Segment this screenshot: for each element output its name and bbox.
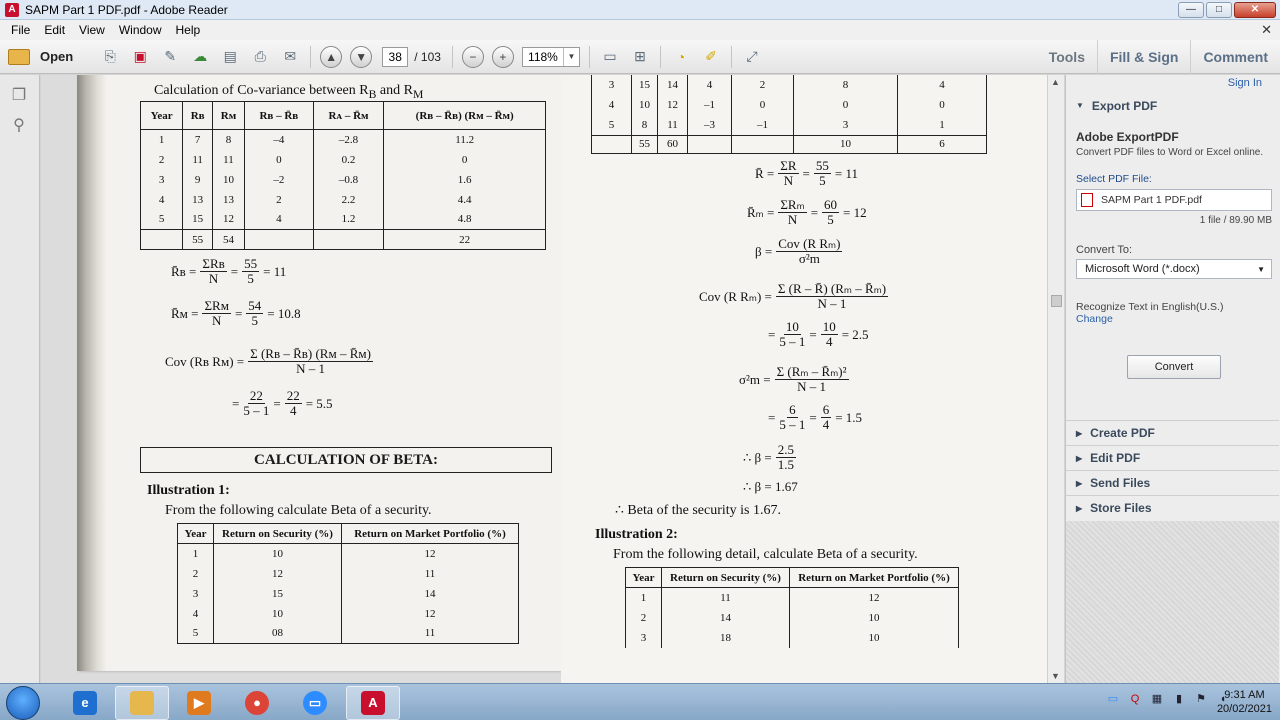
zoom-tray-icon[interactable]: ▭ [1107, 693, 1119, 705]
clock[interactable] [1217, 688, 1272, 716]
triangle-right-icon: ▶ [1076, 453, 1083, 463]
toolbar [0, 40, 1280, 74]
covariance-result: = $\frac{22}{5 - 1}$ = $\frac{22}{4}$ = 5.5 [232, 388, 333, 418]
th-rm: Rᴍ [212, 102, 244, 130]
zoom-out-button[interactable]: − [462, 46, 484, 68]
tools-link[interactable]: Tools [1048, 49, 1085, 65]
scroll-up-icon[interactable]: ▲ [1051, 77, 1060, 87]
menu-view[interactable]: View [79, 23, 105, 37]
covariance-result-2: = $\frac{10}{5 - 1}$ = $\frac{10}{4}$ = 2.5 [768, 319, 869, 349]
page-total: / 103 [414, 49, 441, 64]
illustration-2-title: Illustration 2: [595, 527, 678, 542]
table-row: 5 8 11 –3 –1 3 1 [592, 115, 987, 135]
table-row: 3 18 10 [626, 628, 959, 648]
beta-calc: ∴ β = $\frac{2.5}{1.5}$ [743, 442, 794, 472]
convert-to-label: Convert To: [1076, 244, 1133, 256]
zoom-value: 118% [528, 49, 558, 64]
scroll-thumb[interactable] [1051, 295, 1062, 307]
recognize-text: Recognize Text in English(U.S.) [1076, 301, 1224, 313]
page-number-input[interactable]: 38 [382, 47, 408, 67]
clock-time: 9:31 AM [1224, 689, 1265, 701]
th-rb-dev: Rʙ – R̄ʙ [245, 102, 314, 130]
variance-formula: σ²m = $\frac{\text{Σ (Rₘ – R̄ₘ)²}}{N - 1}$ [739, 364, 847, 394]
open-label: Open [40, 49, 74, 64]
illustration-1-text: From the following calculate Beta of a security. [165, 503, 432, 518]
export-title: Adobe ExportPDF [1076, 130, 1179, 144]
email-icon[interactable]: ✉ [284, 48, 297, 64]
mean-rm-equation: R̄ᴍ = $\frac{\text{ΣRᴍ}}{N}$ = $\frac{54}{5}$ = 10.8 [171, 298, 301, 328]
mean-rb-equation: R̄ʙ = $\frac{\text{ΣRʙ}}{N}$ = $\frac{55}{5}$ = 11 [171, 256, 287, 286]
signal-icon[interactable]: ▮ [1175, 693, 1183, 705]
media-player-icon[interactable]: ▶ [172, 686, 226, 720]
file-explorer-icon[interactable] [115, 686, 169, 720]
open-button[interactable] [8, 49, 73, 65]
pages-icon[interactable]: ❐ [11, 87, 27, 104]
title-bar [0, 0, 1280, 20]
table-row: 5 08 11 [178, 624, 519, 644]
minimize-button[interactable]: — [1178, 2, 1204, 18]
table-row: 2 11 11 0 0.2 0 [141, 150, 546, 170]
selected-file[interactable]: SAPM Part 1 PDF.pdf [1076, 189, 1272, 211]
chrome-icon[interactable]: ● [230, 686, 284, 720]
system-tray [1106, 692, 1230, 706]
triangle-right-icon: ▶ [1076, 428, 1083, 438]
covariance-table [140, 101, 546, 250]
beta-conclusion: ∴ Beta of the security is 1.67. [615, 503, 781, 518]
section-title: CALCULATION OF BETA: [140, 447, 552, 473]
illustration-1-title: Illustration 1: [147, 483, 230, 498]
page-left [77, 75, 561, 671]
table-row: 1 10 12 [178, 544, 519, 564]
taskbar [0, 683, 1280, 720]
clock-date: 20/02/2021 [1216, 703, 1272, 715]
table-row: 4 10 12 [178, 604, 519, 624]
fill-sign-link[interactable]: Fill & Sign [1097, 40, 1190, 74]
table-row: 4 10 12 –1 0 0 0 [592, 95, 987, 115]
pdf-create-icon[interactable]: ▣ [133, 48, 147, 64]
zoom-in-button[interactable]: + [492, 46, 514, 68]
internet-explorer-icon[interactable]: e [58, 686, 112, 720]
chevron-down-icon: ▼ [1257, 264, 1265, 274]
antivirus-icon[interactable]: Q [1130, 693, 1140, 705]
menu-window[interactable]: Window [118, 23, 162, 37]
menu-help[interactable]: Help [175, 23, 201, 37]
create-pdf-header[interactable]: ▶ Create PDF [1066, 420, 1279, 445]
edit-icon[interactable]: ✎ [164, 48, 177, 64]
pdf-icon: A [5, 3, 19, 17]
tools-pane [1065, 75, 1280, 683]
export-pdf-header[interactable]: ▼ Export PDF [1076, 98, 1158, 113]
scroll-down-icon[interactable]: ▼ [1051, 671, 1060, 681]
navigation-pane [0, 75, 40, 683]
mean-r-equation: R̄ = $\frac{\Sigma R}{N}$ = $\frac{55}{5}$ = 11 [755, 158, 858, 188]
continued-table [591, 75, 987, 154]
sign-in-link[interactable]: Sign In [1227, 77, 1262, 89]
table-row: 3 15 14 4 2 8 4 [592, 75, 987, 95]
totals-row: 55 54 22 [141, 230, 546, 250]
triangle-down-icon: ▼ [1076, 101, 1084, 110]
maximize-button[interactable]: □ [1206, 2, 1232, 18]
document-view[interactable] [41, 75, 1047, 683]
zoom-select[interactable] [522, 47, 580, 67]
triangle-right-icon: ▶ [1076, 478, 1083, 488]
send-files-header[interactable]: ▶ Send Files [1066, 470, 1279, 495]
window-title: SAPM Part 1 PDF.pdf - Adobe Reader [25, 2, 228, 17]
beta-result: ∴ β = 1.67 [743, 479, 798, 494]
illustration-1-table: Year Return on Security (%) Return on Market Portfolio (%) 1 10 12 2 12 11 3 15 14 4 10 12 5 08 11 [177, 523, 519, 644]
network-icon[interactable]: ▦ [1151, 693, 1163, 705]
select-file-label: Select PDF File: [1076, 173, 1152, 185]
page-right [561, 75, 1047, 683]
menu-bar [0, 20, 1280, 40]
cov-title: Calculation of Co-variance between $R_B$ and $R_M$ [154, 83, 424, 101]
page-spine-shadow [77, 75, 107, 671]
table-row: 2 14 10 [626, 608, 959, 628]
triangle-right-icon: ▶ [1076, 503, 1083, 513]
previous-page-button[interactable]: ▲ [320, 46, 342, 68]
edit-pdf-header[interactable]: ▶ Edit PDF [1066, 445, 1279, 470]
save-icon[interactable]: ▤ [223, 48, 237, 64]
fit-page-icon[interactable]: ▭ [603, 48, 617, 64]
document-close-icon[interactable]: ✕ [1261, 22, 1272, 37]
print-icon[interactable]: ⎙ [254, 48, 266, 64]
convert-button[interactable]: Convert [1127, 355, 1221, 379]
table-row: 4 13 13 2 2.2 4.4 [141, 190, 546, 210]
table-row: 1 7 8 –4 –2.8 11.2 [141, 130, 546, 150]
menu-file[interactable]: File [11, 23, 31, 37]
table-row: 2 12 11 [178, 564, 519, 584]
highlight-icon[interactable]: ✐ [705, 48, 717, 64]
covariance-formula-2: Cov (R Rₘ) = $\frac{\text{Σ (R – R̄) (Rₘ – R̄ₘ)}}{N - 1}$ [699, 281, 887, 311]
vertical-scrollbar[interactable] [1047, 75, 1064, 683]
table-row: 3 15 14 [178, 584, 519, 604]
attachment-icon[interactable]: ⚲ [13, 117, 25, 134]
fit-width-icon[interactable]: ⊞ [634, 48, 646, 64]
illustration-2-table: Year Return on Security (%) Return on Market Portfolio (%) 1 11 12 2 14 10 3 18 10 [625, 567, 959, 648]
pdf-file-icon [1081, 193, 1093, 207]
expand-icon[interactable]: ⤢ [746, 48, 758, 64]
upload-icon[interactable]: ☁ [193, 48, 208, 64]
export-description: Convert PDF files to Word or Excel online. [1076, 147, 1264, 158]
th-year: Year [141, 102, 183, 130]
th-ra-dev: Rᴀ – R̄ᴍ [313, 102, 384, 130]
comment-bubble-icon[interactable]: ◔ [676, 48, 686, 65]
mean-rm-equation: R̄ₘ = $\frac{\text{ΣRₘ}}{N}$ = $\frac{60}{5}$ = 12 [747, 197, 867, 227]
folder-icon [8, 49, 30, 65]
totals-row: 55 60 10 6 [592, 135, 987, 153]
next-page-button[interactable]: ▼ [350, 46, 372, 68]
start-button[interactable] [6, 686, 40, 720]
create-icon[interactable]: ⎘ [104, 48, 116, 64]
th-product: (Rʙ – R̄ʙ) (Rᴍ – R̄ᴍ) [384, 102, 546, 130]
convert-to-select[interactable]: Microsoft Word (*.docx) ▼ [1076, 259, 1272, 279]
store-files-header[interactable]: ▶ Store Files [1066, 495, 1279, 520]
menu-edit[interactable]: Edit [44, 23, 66, 37]
zoom-app-icon[interactable]: ▭ [288, 686, 342, 720]
illustration-2-text: From the following detail, calculate Beta of a security. [613, 547, 918, 562]
panel-empty-area [1066, 521, 1279, 683]
file-info: 1 file / 89.90 MB [1199, 215, 1272, 226]
chevron-down-icon: ▼ [563, 48, 579, 66]
beta-formula: β = $\frac{\text{Cov (R Rₘ)}}{\text{σ²m}}$ [755, 236, 841, 266]
table-row: 3 9 10 –2 –0.8 1.6 [141, 170, 546, 190]
flag-icon[interactable]: ⚑ [1196, 693, 1206, 705]
covariance-formula: Cov (Rʙ Rᴍ) = $\frac{\text{Σ (Rʙ – R̄ʙ) (Rᴍ – R̄ᴍ)}}{N - 1}$ [165, 346, 371, 376]
change-link[interactable]: Change [1076, 313, 1113, 325]
variance-result: = $\frac{6}{5 - 1}$ = $\frac{6}{4}$ = 1.5 [768, 402, 863, 432]
table-row: 5 15 12 4 1.2 4.8 [141, 210, 546, 230]
adobe-reader-icon[interactable]: A [346, 686, 400, 720]
comment-link[interactable]: Comment [1190, 40, 1280, 74]
th-rb: Rʙ [183, 102, 213, 130]
volume-icon[interactable]: ◖ [1219, 693, 1227, 705]
close-button[interactable]: ✕ [1234, 2, 1276, 18]
table-row: 1 11 12 [626, 588, 959, 608]
